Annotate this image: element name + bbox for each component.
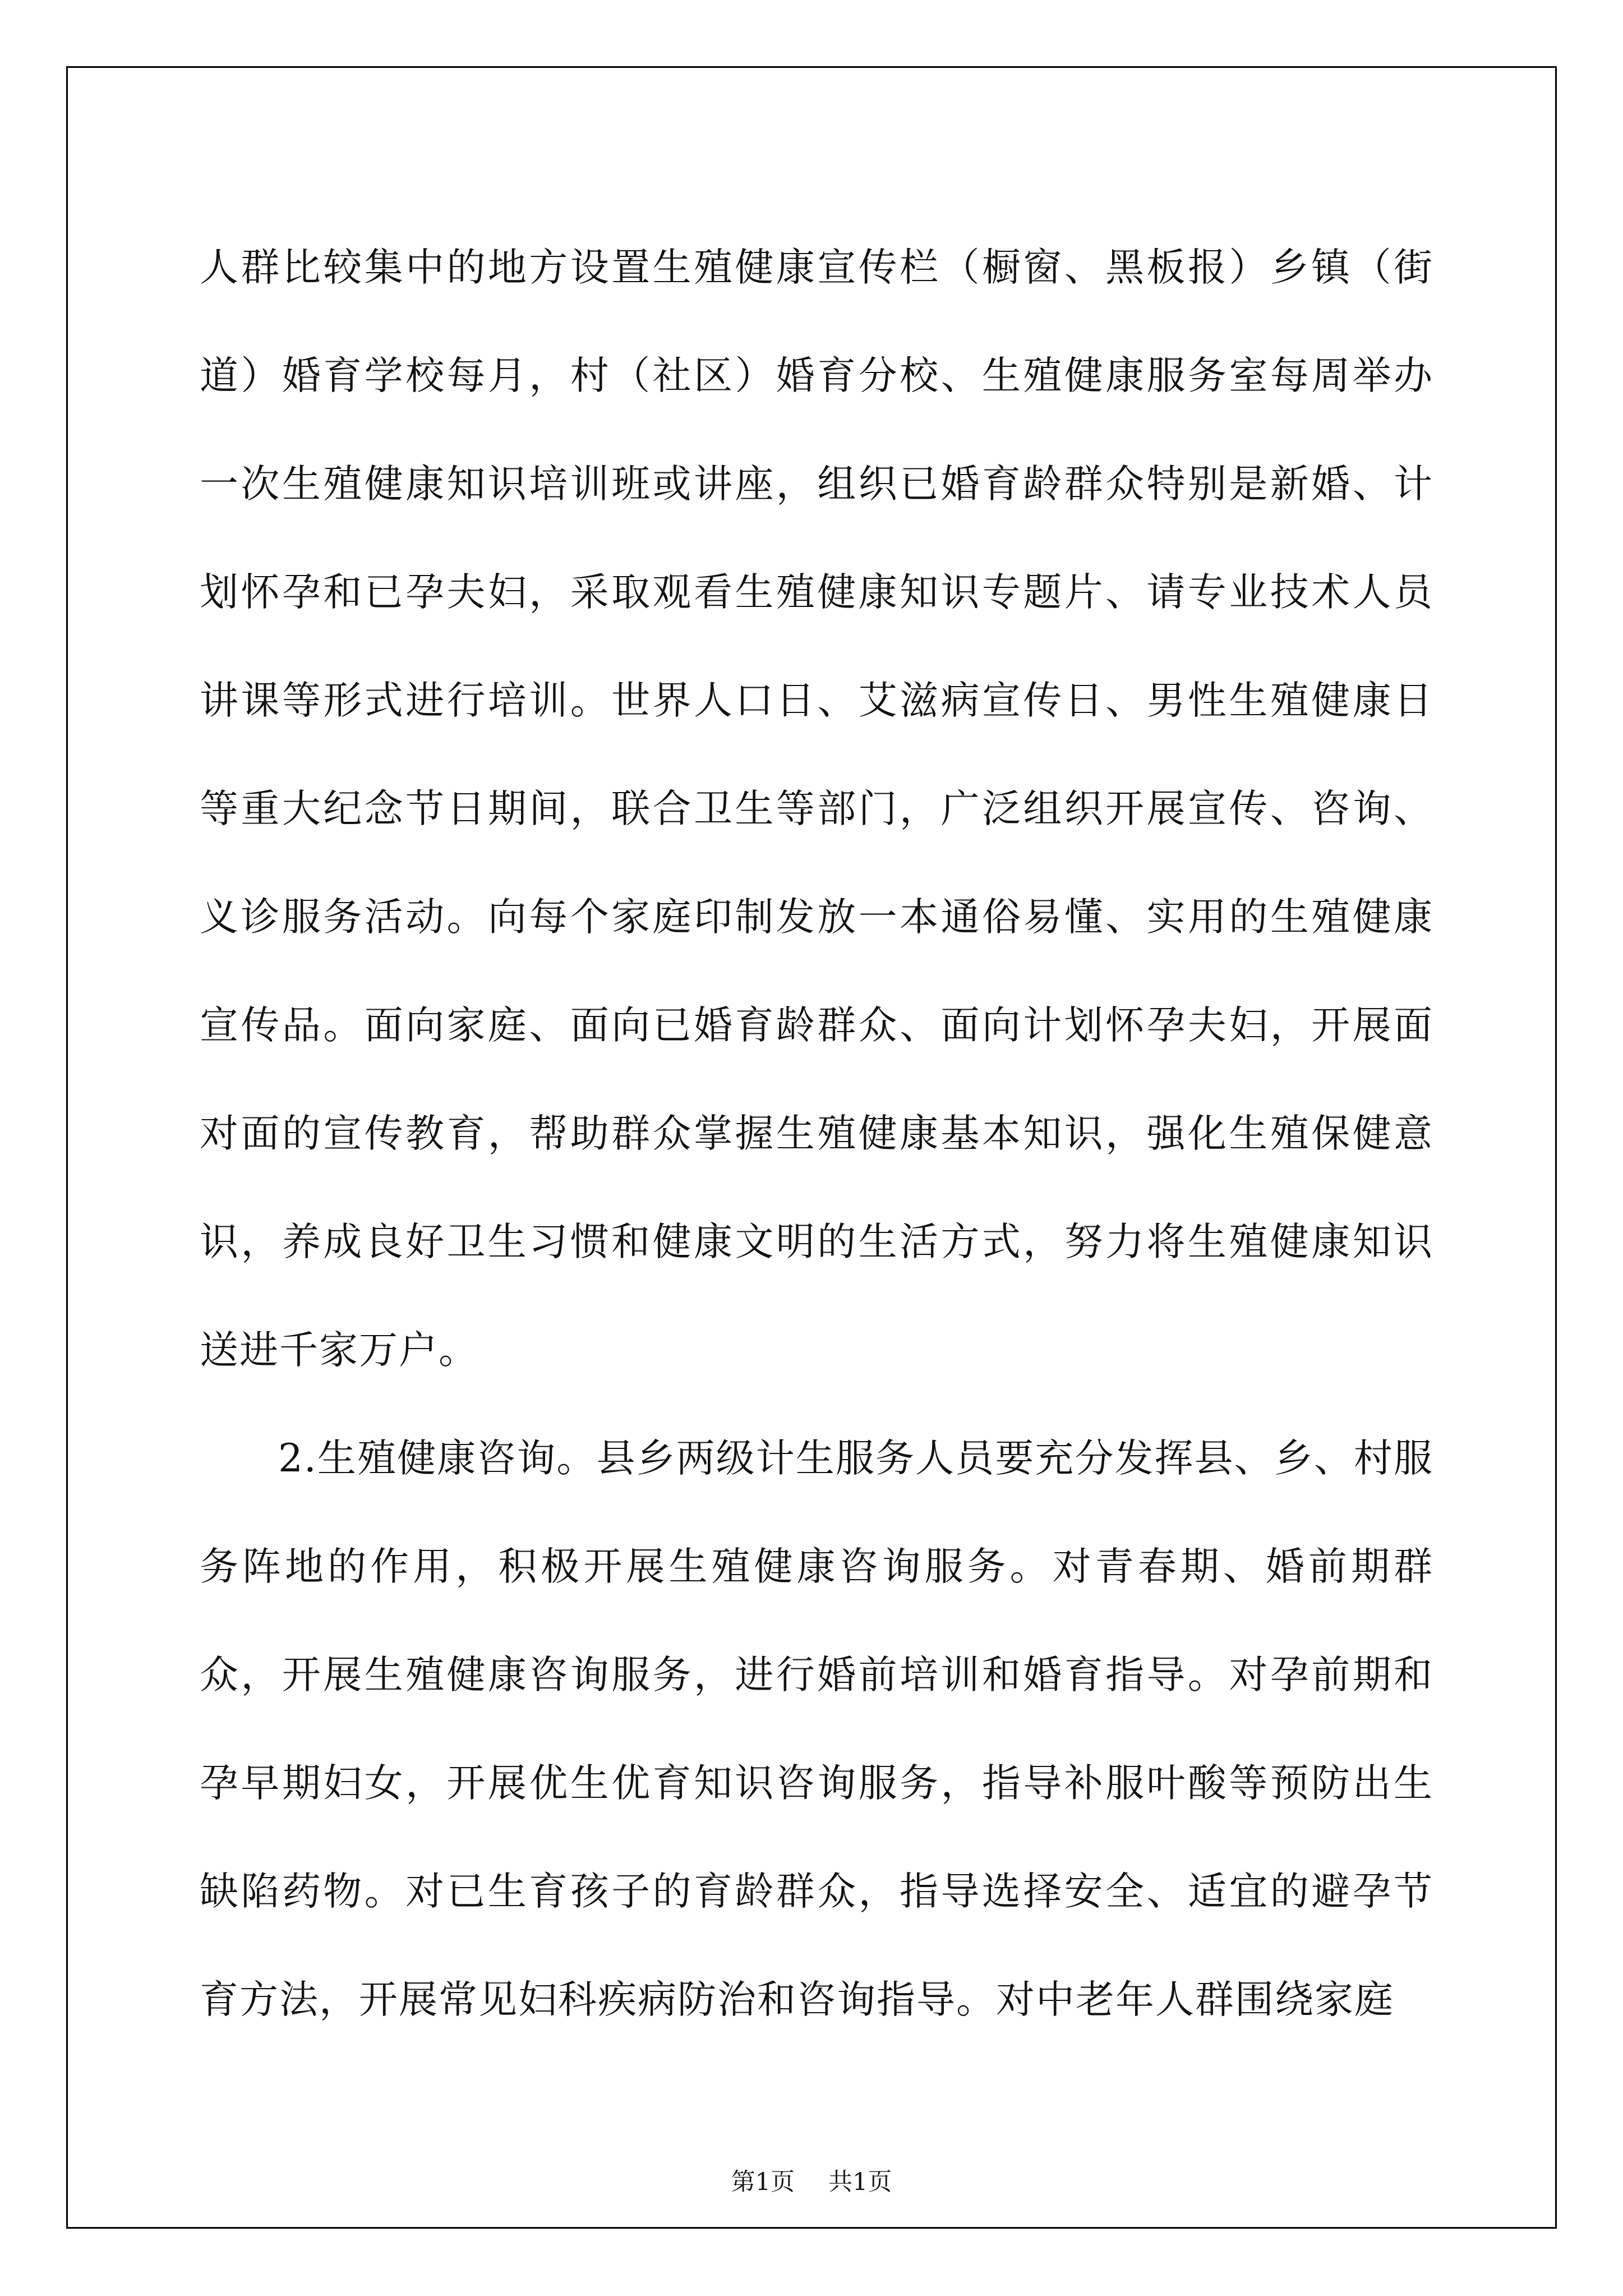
paragraph-2: 2.生殖健康咨询。县乡两级计生服务人员要充分发挥县、乡、村服务阵地的作用，积极开展生殖健康咨询服务。对青春期、婚前期群众，开展生殖健康咨询服务，进行婚前培训和婚育指导。对孕前期和孕早期妇女，开展优生优育知识咨询服务，指导补服叶酸等预防出生缺陷药物。对已生育孩子的育龄群众，指导选择安全、适宜的避孕节育方法，开展常见妇科疾病防治和咨询指导。对中老年人群围绕家庭 [200,1436,1433,2022]
document-body [200,214,1433,2054]
page-footer [0,2163,1623,2197]
paragraph-1: 人群比较集中的地方设置生殖健康宣传栏（橱窗、黑板报）乡镇（街道）婚育学校每月，村（社区）婚育分校、生殖健康服务室每周举办一次生殖健康知识培训班或讲座，组织已婚育龄群众特别是新婚、计划怀孕和已孕夫妇，采取观看生殖健康知识专题片、请专业技术人员讲课等形式进行培训。世界人口日、艾滋病宣传日、男性生殖健康日等重大纪念节日期间，联合卫生等部门，广泛组织开展宣传、咨询、义诊服务活动。向每个家庭印制发放一本通俗易懂、实用的生殖健康宣传品。面向家庭、面向已婚育龄群众、面向计划怀孕夫妇，开展面对面的宣传教育，帮助群众掌握生殖健康基本知识，强化生殖保健意识，养成良好卫生习惯和健康文明的生活方式，努力将生殖健康知识送进千家万户。 [200,245,1433,1373]
page-total: 共1页 [828,2168,892,2196]
page-number: 第1页 [731,2168,795,2196]
